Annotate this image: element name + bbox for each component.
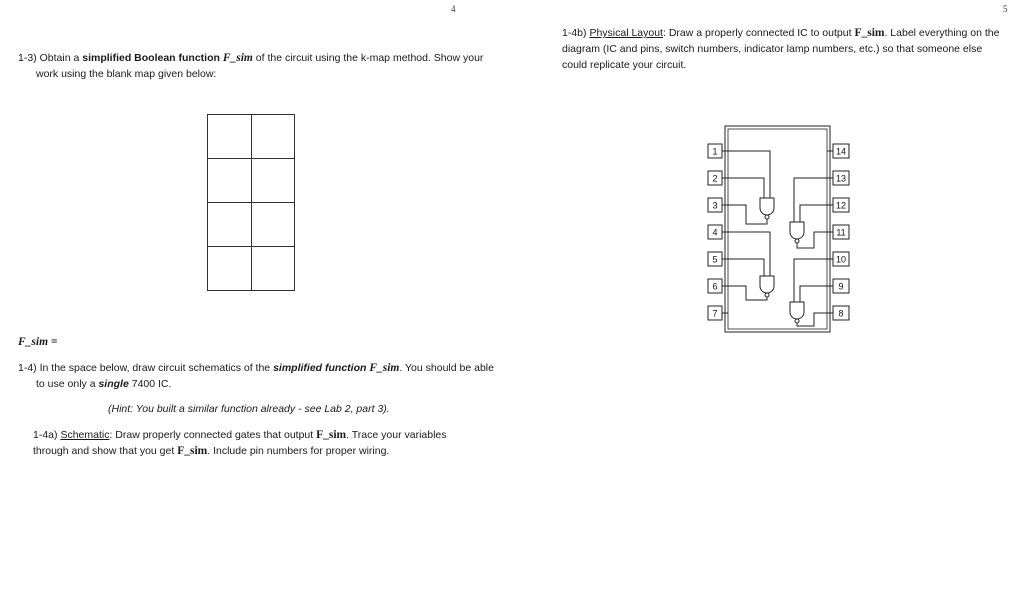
question-1-3: 1-3) Obtain a simplified Boolean function F_sim of the circuit using the k-map method. Show your work using the blank map given below: <box>18 52 484 80</box>
k-map-cell[interactable] <box>252 159 296 203</box>
pin-9-label: 9 <box>838 281 844 292</box>
pin-10 <box>833 252 849 266</box>
ic-body <box>725 126 830 332</box>
pin-9 <box>833 279 849 293</box>
pin-1-label: 1 <box>712 146 718 157</box>
pin-7 <box>708 306 722 320</box>
page-number-right: 5 <box>1003 4 1008 14</box>
k-map-cell[interactable] <box>208 247 252 291</box>
ic-7400-diagram <box>700 120 860 342</box>
k-map-cell[interactable] <box>208 159 252 203</box>
pin-14-label: 14 <box>835 146 847 157</box>
nand-gate-3 <box>728 232 774 300</box>
k-map-cell[interactable] <box>252 115 296 159</box>
pin-2 <box>708 171 722 185</box>
page-number-left: 4 <box>451 4 456 14</box>
pin-6 <box>708 279 722 293</box>
pin-12 <box>833 198 849 212</box>
pin-8 <box>833 306 849 320</box>
fsim-answer-label: F_sim = <box>18 336 58 348</box>
pin-13-label: 13 <box>835 173 847 184</box>
pin-5-label: 5 <box>712 254 718 265</box>
nand-gate-2 <box>790 178 827 248</box>
pin-8-label: 8 <box>838 308 844 319</box>
pin-4-label: 4 <box>712 227 718 238</box>
nand-gate-1 <box>728 151 774 224</box>
k-map-cell[interactable] <box>208 203 252 247</box>
question-1-4b: 1-4b) Physical Layout: Draw a properly connected IC to output F_sim. Label everything on the diagram (IC and pins, switch numbers, indicator lamp numbers, etc.) so that someone else could replicate your circuit. <box>562 27 1000 71</box>
hint-text: (Hint: You built a similar function already - see Lab 2, part 3). <box>108 403 390 415</box>
nand-gate-4 <box>790 259 827 326</box>
left-pins <box>708 144 722 320</box>
k-map-grid <box>207 114 295 291</box>
right-pins <box>833 144 849 320</box>
question-1-4: 1-4) In the space below, draw circuit schematics of the simplified function F_sim. You should be able to use only a single 7400 IC. <box>18 362 494 390</box>
pin-7-label: 7 <box>712 308 718 319</box>
pin-11 <box>833 225 849 239</box>
pin-13 <box>833 171 849 185</box>
pin-2-label: 2 <box>712 173 718 184</box>
pin-14 <box>833 144 849 158</box>
pin-3 <box>708 198 722 212</box>
pin-4 <box>708 225 722 239</box>
k-map-cell[interactable] <box>252 203 296 247</box>
pin-5 <box>708 252 722 266</box>
ic-body-inner <box>728 129 827 329</box>
pin-1 <box>708 144 722 158</box>
question-1-4a: 1-4a) Schematic: Draw properly connected gates that output F_sim. Trace your variables through and show that you get F_sim. Include pin numbers for proper wiring. <box>33 429 447 457</box>
pin-12-label: 12 <box>835 200 847 211</box>
pin-6-label: 6 <box>712 281 718 292</box>
k-map-cell[interactable] <box>208 115 252 159</box>
pin-11-label: 11 <box>836 227 846 238</box>
pin-3-label: 3 <box>712 200 718 211</box>
k-map-cell[interactable] <box>252 247 296 291</box>
pin-10-label: 10 <box>835 254 847 265</box>
